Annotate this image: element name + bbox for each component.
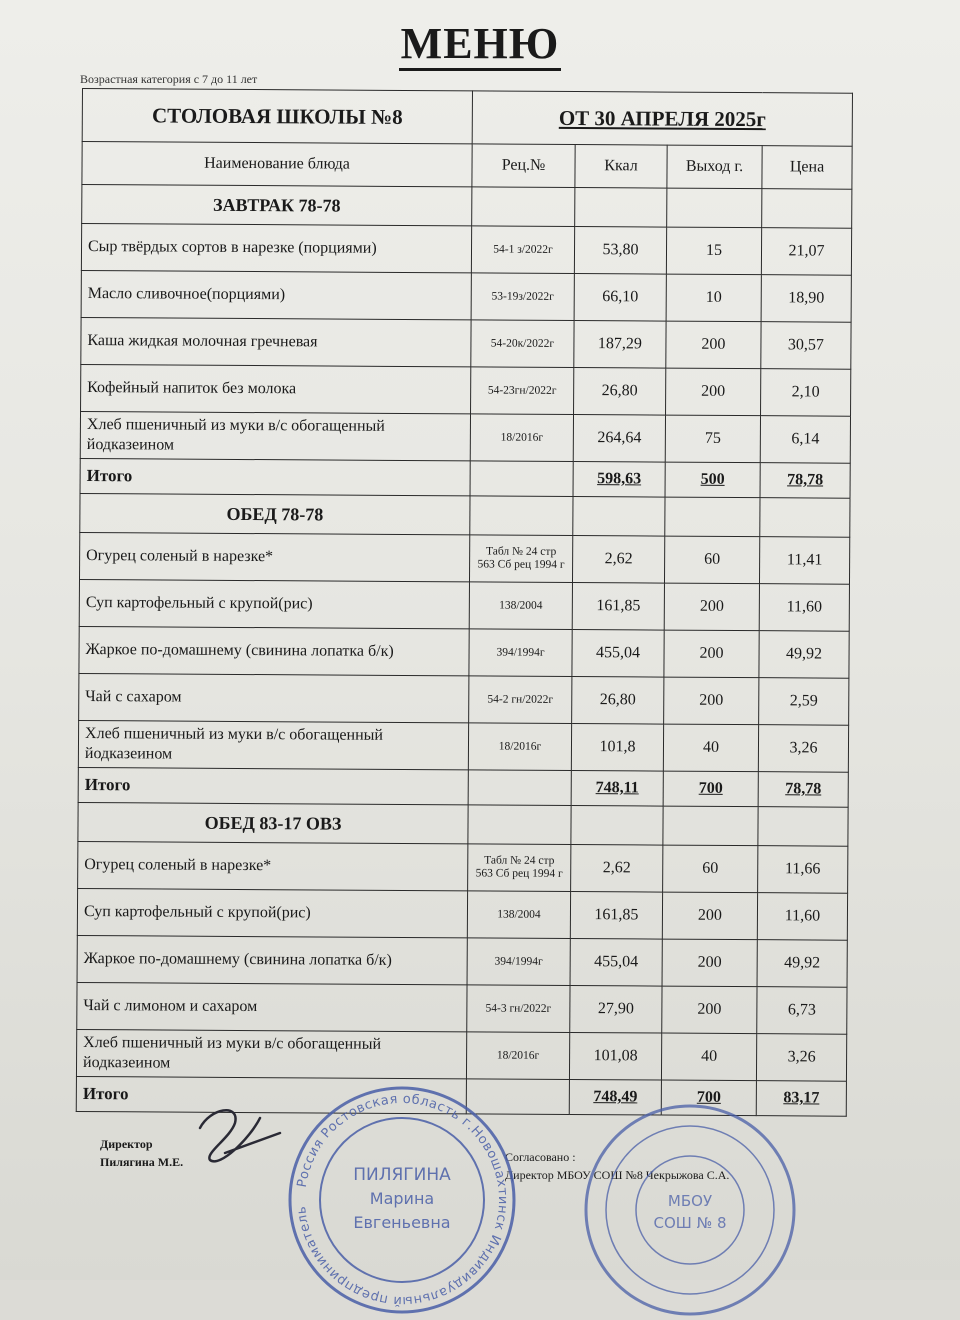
stamp1-line3: Евгеньевна — [353, 1213, 451, 1232]
stamp1-line2: Марина — [369, 1189, 435, 1208]
empty-cell — [667, 188, 762, 228]
menu-table-body — [76, 89, 852, 1117]
dish-price: 30,57 — [761, 322, 851, 370]
dish-price: 11,66 — [758, 846, 848, 894]
dish-row — [78, 841, 848, 893]
dish-name: Чай с лимоном и сахаром — [77, 982, 467, 1031]
empty-cell — [470, 461, 573, 497]
dish-kcal: 455,04 — [570, 938, 662, 986]
dish-weight: 75 — [665, 415, 760, 463]
dish-price: 2,59 — [759, 678, 849, 726]
director-title: Директор — [100, 1137, 153, 1151]
empty-cell — [665, 497, 760, 537]
dish-kcal: 66,10 — [574, 274, 666, 322]
col-header-price: Цена — [762, 146, 852, 190]
dish-row — [80, 411, 850, 463]
total-row — [80, 458, 850, 498]
dish-price: 11,41 — [759, 537, 849, 585]
agreed-label: Согласовано : — [505, 1150, 576, 1164]
age-category: Возрастная категория с 7 до 11 лет — [80, 72, 258, 86]
dish-weight: 200 — [666, 321, 761, 369]
dish-row — [81, 317, 851, 369]
dish-recipe-number: 54-20к/2022г — [471, 320, 574, 368]
stamp2-line2: СОШ № 8 — [653, 1214, 727, 1232]
empty-cell — [472, 187, 575, 227]
dish-recipe-number: 54-2 гн/2022г — [469, 676, 572, 724]
dish-name: Суп картофельный с крупой(рис) — [77, 888, 467, 937]
dish-kcal: 53,80 — [574, 227, 666, 275]
dish-weight: 40 — [663, 724, 758, 772]
dish-kcal: 455,04 — [572, 630, 664, 678]
menu-date: ОТ 30 АПРЕЛЯ 2025г — [472, 91, 852, 146]
dish-name: Чай с сахаром — [79, 673, 469, 722]
dish-name: Хлеб пшеничный из муки в/с обогащенный йодказеином — [80, 411, 470, 460]
director-signature — [180, 1098, 290, 1178]
dish-kcal: 161,85 — [572, 583, 664, 631]
dish-weight: 200 — [664, 677, 759, 725]
col-header-name: Наименование блюда — [82, 142, 472, 187]
total-price: 78,78 — [758, 772, 848, 808]
total-weight: 700 — [661, 1080, 756, 1116]
section-title: ОБЕД 78-78 — [80, 493, 470, 534]
director-name: Пилягина М.Е. — [100, 1155, 184, 1169]
empty-cell — [575, 188, 667, 228]
column-header-row — [82, 142, 852, 190]
dish-kcal: 264,64 — [573, 415, 665, 463]
dish-row — [76, 1029, 846, 1081]
stamp1-ring-text: Россия Ростовская область г.Новошахтинск Индивидуальный предприниматель — [294, 1091, 511, 1309]
page-title: МЕНЮ — [0, 18, 960, 69]
dish-row — [78, 720, 848, 772]
empty-cell — [663, 806, 758, 846]
school-stamp — [580, 1100, 800, 1320]
stamp2-line1: МБОУ — [667, 1192, 713, 1210]
dish-kcal: 187,29 — [574, 321, 666, 369]
dish-name: Огурец соленый в нарезке* — [78, 841, 468, 890]
empty-cell — [760, 498, 850, 538]
dish-recipe-number: 18/2016г — [470, 414, 573, 462]
section-row — [80, 493, 850, 537]
dish-price: 6,73 — [757, 987, 847, 1035]
empty-cell — [758, 807, 848, 847]
dish-weight: 200 — [664, 630, 759, 678]
empty-cell — [468, 805, 571, 845]
empty-cell — [571, 806, 663, 846]
dish-name: Масло сливочное(порциями) — [81, 270, 471, 319]
dish-recipe-number: 18/2016г — [468, 723, 571, 771]
agreed-text: Директор МБОУ СОШ №8 Чекрыжова С.А. — [505, 1168, 730, 1182]
dish-recipe-number: Табл № 24 стр 563 Сб рец 1994 г — [468, 844, 571, 892]
total-label: Итого — [76, 1076, 466, 1113]
dish-name: Хлеб пшеничный из муки в/с обогащенный йодказеином — [76, 1029, 466, 1078]
total-price: 83,17 — [756, 1081, 846, 1117]
total-row — [78, 767, 848, 807]
dish-weight: 200 — [662, 892, 757, 940]
dish-name: Жаркое по-домашнему (свинина лопатка б/к) — [77, 935, 467, 984]
dish-row — [81, 364, 851, 416]
empty-cell — [573, 497, 665, 537]
dish-kcal: 101,08 — [569, 1032, 661, 1080]
dish-kcal: 161,85 — [570, 891, 662, 939]
dish-row — [79, 626, 849, 678]
col-header-kcal: Ккал — [575, 145, 667, 189]
section-row — [82, 185, 852, 229]
dish-price: 3,26 — [756, 1034, 846, 1082]
total-kcal: 598,63 — [573, 462, 665, 498]
dish-weight: 200 — [666, 368, 761, 416]
dish-name: Огурец соленый в нарезке* — [79, 532, 469, 581]
dish-name: Хлеб пшеничный из муки в/с обогащенный йодказеином — [78, 720, 468, 769]
dish-name: Сыр твёрдых сортов в нарезке (порциями) — [81, 224, 471, 273]
dish-price: 11,60 — [757, 893, 847, 941]
dish-price: 6,14 — [760, 416, 850, 464]
col-header-weight: Выход г. — [667, 145, 762, 189]
dish-price: 49,92 — [759, 631, 849, 679]
dish-kcal: 27,90 — [570, 985, 662, 1033]
dish-weight: 60 — [663, 845, 758, 893]
dish-kcal: 2,62 — [571, 845, 663, 893]
dish-row — [77, 888, 847, 940]
dish-weight: 10 — [666, 274, 761, 322]
dish-row — [79, 579, 849, 631]
dish-weight: 200 — [662, 939, 757, 987]
dish-weight: 40 — [661, 1033, 756, 1081]
dish-recipe-number: 394/1994г — [467, 938, 570, 986]
dish-kcal: 26,80 — [572, 677, 664, 725]
total-weight: 500 — [665, 462, 760, 498]
menu-table — [76, 88, 853, 1117]
dish-row — [79, 532, 849, 584]
dish-kcal: 2,62 — [572, 536, 664, 584]
total-label: Итого — [80, 458, 470, 495]
dish-recipe-number: 54-1 з/2022г — [471, 226, 574, 274]
section-title: ОБЕД 83-17 ОВЗ — [78, 802, 468, 843]
dish-price: 18,90 — [761, 275, 851, 323]
entrepreneur-stamp — [282, 1080, 522, 1320]
col-header-rec: Рец.№ — [472, 144, 575, 188]
total-kcal: 748,49 — [569, 1079, 661, 1115]
stamp1-line1: ПИЛЯГИНА — [353, 1165, 451, 1185]
dish-price: 2,10 — [761, 369, 851, 417]
dish-recipe-number: 394/1994г — [469, 629, 572, 677]
dish-recipe-number: 53-19з/2022г — [471, 273, 574, 321]
dish-row — [81, 224, 851, 276]
empty-cell — [762, 189, 852, 229]
section-row — [78, 802, 848, 846]
dish-row — [77, 982, 847, 1034]
dish-name: Жаркое по-домашнему (свинина лопатка б/к) — [79, 626, 469, 675]
dish-row — [77, 935, 847, 987]
dish-recipe-number: 18/2016г — [466, 1032, 569, 1080]
dish-row — [81, 270, 851, 322]
dish-recipe-number: 138/2004 — [467, 891, 570, 939]
total-weight: 700 — [663, 771, 758, 807]
dish-name: Кофейный напиток без молока — [81, 364, 471, 413]
dish-name: Каша жидкая молочная гречневая — [81, 317, 471, 366]
empty-cell — [468, 770, 571, 806]
dish-price: 11,60 — [759, 584, 849, 632]
dish-price: 21,07 — [761, 228, 851, 276]
dish-recipe-number: 54-3 гн/2022г — [467, 985, 570, 1033]
dish-kcal: 101,8 — [571, 724, 663, 772]
canteen-name: СТОЛОВАЯ ШКОЛЫ №8 — [82, 89, 472, 144]
dish-row — [79, 673, 849, 725]
dish-recipe-number: 138/2004 — [469, 582, 572, 630]
dish-weight: 60 — [664, 536, 759, 584]
dish-recipe-number: Табл № 24 стр 563 Сб рец 1994 г — [469, 535, 572, 583]
director-block — [100, 1135, 183, 1171]
total-price: 78,78 — [760, 463, 850, 499]
section-title: ЗАВТРАК 78-78 — [82, 185, 472, 226]
dish-name: Суп картофельный с крупой(рис) — [79, 579, 469, 628]
dish-recipe-number: 54-23гн/2022г — [471, 367, 574, 415]
dish-price: 49,92 — [757, 940, 847, 988]
total-kcal: 748,11 — [571, 771, 663, 807]
dish-weight: 200 — [662, 986, 757, 1034]
total-label: Итого — [78, 767, 468, 804]
dish-weight: 15 — [666, 227, 761, 275]
dish-price: 3,26 — [758, 725, 848, 773]
dish-weight: 200 — [664, 583, 759, 631]
empty-cell — [470, 496, 573, 536]
dish-kcal: 26,80 — [574, 368, 666, 416]
table-header-row — [82, 89, 852, 147]
